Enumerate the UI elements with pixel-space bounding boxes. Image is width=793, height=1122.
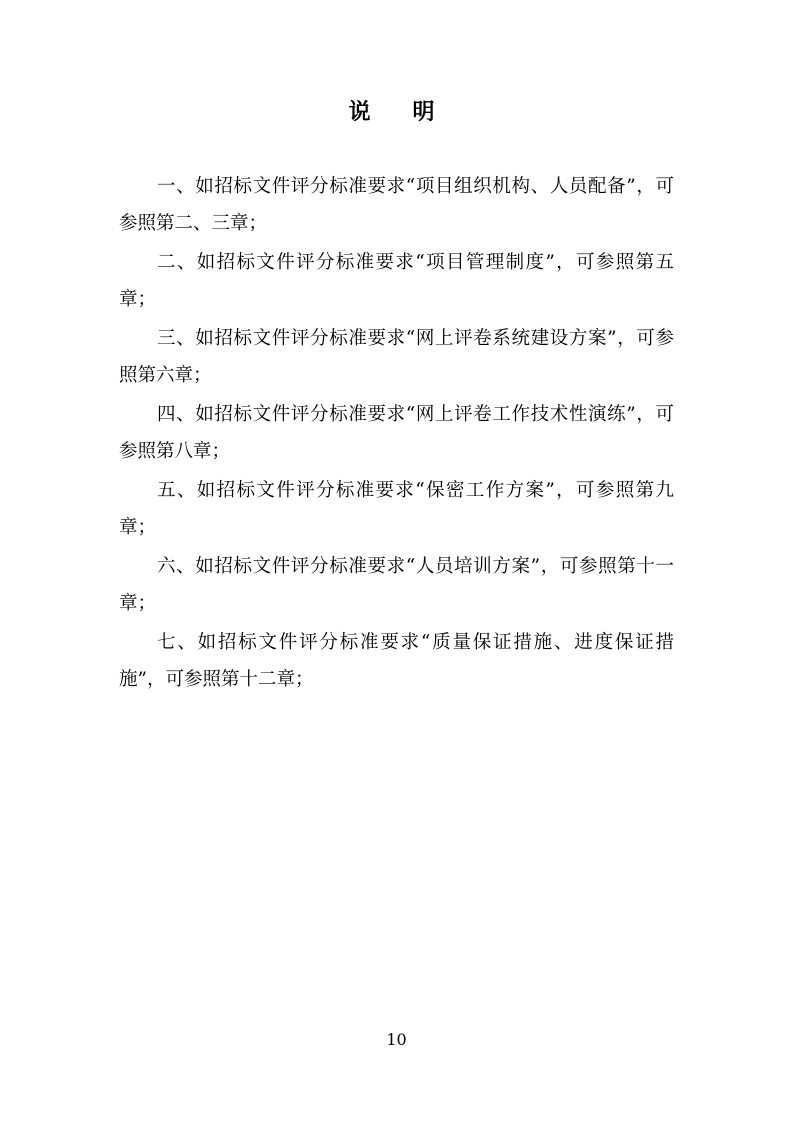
paragraph: 六、如招标文件评分标准要求“人员培训方案”，可参照第十一章；	[119, 556, 674, 614]
page-number: 10	[386, 1030, 407, 1049]
paragraph: 二、如招标文件评分标准要求“项目管理制度”，可参照第五章；	[119, 252, 674, 310]
paragraph: 一、如招标文件评分标准要求“项目组织机构、人员配备”，可参照第二、三章；	[119, 176, 674, 234]
page-title: 说 明	[348, 99, 445, 125]
paragraph: 四、如招标文件评分标准要求“网上评卷工作技术性演练”，可参照第八章；	[119, 404, 674, 462]
paragraph: 三、如招标文件评分标准要求“网上评卷系统建设方案”，可参照第六章；	[119, 328, 674, 386]
paragraph: 七、如招标文件评分标准要求“质量保证措施、进度保证措施”，可参照第十二章；	[119, 632, 674, 690]
document-body	[119, 126, 674, 698]
paragraph: 五、如招标文件评分标准要求“保密工作方案”，可参照第九章；	[119, 480, 674, 538]
